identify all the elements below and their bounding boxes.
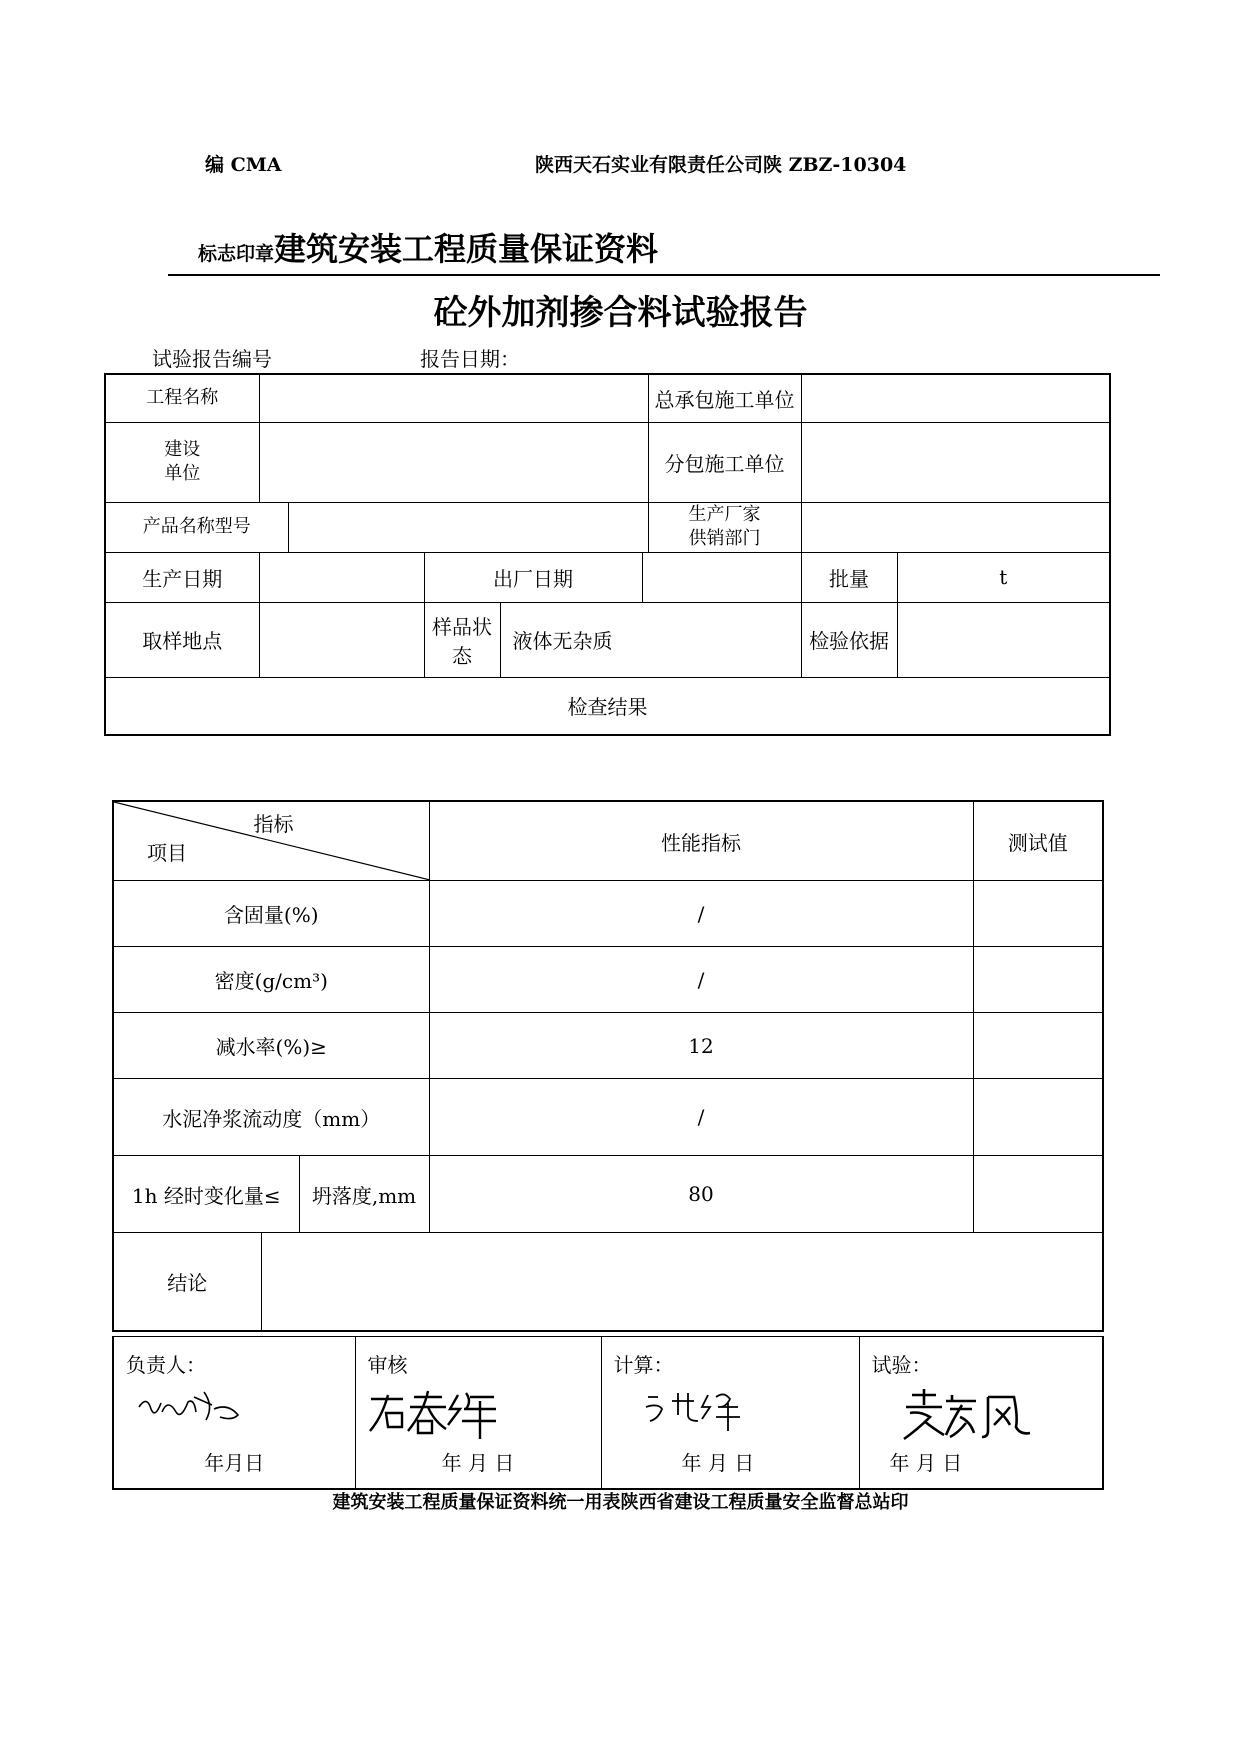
slump-sub: 坍落度,mm [299, 1156, 429, 1233]
header-diagonal-cell [113, 801, 429, 881]
header-performance: 性能指标 [429, 801, 973, 881]
footer-note: 建筑安装工程质量保证资料统一用表陕西省建设工程质量安全监督总站印 [332, 1492, 909, 1513]
row-spec: / [429, 1079, 973, 1156]
reviewer-date: 年 月 日 [441, 1450, 515, 1475]
header-company: 陕西天石实业有限责任公司陕 ZBZ-10304 [535, 154, 907, 176]
signature-calculator [642, 1387, 762, 1437]
test-basis-label: 检验依据 [801, 602, 897, 677]
owner-value[interactable] [259, 422, 648, 502]
row-spec: / [429, 881, 973, 947]
responsible-label: 负责人： [126, 1353, 206, 1377]
owner-label: 建设 单位 [105, 422, 259, 502]
general-contractor-value[interactable] [801, 374, 1110, 422]
batch-label: 批量 [801, 552, 897, 602]
header-title-block [198, 224, 658, 270]
responsible-cell [113, 1337, 355, 1489]
conclusion-value[interactable] [261, 1233, 1103, 1331]
row-measured[interactable] [973, 1013, 1103, 1079]
row-item: 密度(g/cm³) [113, 947, 429, 1013]
subcontractor-value[interactable] [801, 422, 1110, 502]
delivery-date-label: 出厂日期 [424, 552, 642, 602]
signature-table [112, 1336, 1104, 1490]
conclusion-label: 结论 [113, 1233, 261, 1331]
results-table [112, 800, 1104, 1332]
header-rule [168, 274, 1160, 276]
sample-state-label: 样品状态 [424, 602, 500, 677]
header-index-label: 指标 [253, 812, 294, 836]
manufacturer-label: 生产厂家 供销部门 [648, 502, 801, 552]
row-spec: 12 [429, 1013, 973, 1079]
production-date-value[interactable] [259, 552, 424, 602]
header-cma: 编 CMA [205, 154, 282, 176]
sampling-site-value[interactable] [259, 602, 424, 677]
reviewer-label: 审核 [367, 1353, 408, 1377]
inspection-result-label: 检查结果 [105, 677, 1110, 735]
info-table [104, 373, 1111, 736]
tester-cell [859, 1337, 1103, 1489]
signature-responsible [134, 1387, 244, 1432]
doc-category: 建筑安装工程质量保证资料 [274, 230, 659, 268]
responsible-date: 年月日 [204, 1450, 265, 1475]
slump-spec: 80 [429, 1156, 973, 1233]
slump-item: 1h 经时变化量≤ [113, 1156, 299, 1233]
header-item-label: 项目 [147, 841, 187, 865]
tester-label: 试验： [871, 1353, 932, 1377]
report-no-label: 试验报告编号 [152, 347, 272, 371]
general-contractor-label: 总承包施工单位 [648, 374, 801, 422]
project-name-label: 工程名称 [105, 374, 259, 422]
batch-unit: t [897, 552, 1110, 602]
calculator-cell [601, 1337, 859, 1489]
row-measured[interactable] [973, 947, 1103, 1013]
subcontractor-label: 分包施工单位 [648, 422, 801, 502]
project-name-value[interactable] [259, 374, 648, 422]
page-title: 砼外加剂掺合料试验报告 [433, 293, 808, 333]
slump-measured[interactable] [973, 1156, 1103, 1233]
signature-tester [900, 1387, 1040, 1447]
header-measured: 测试值 [973, 801, 1103, 881]
row-measured[interactable] [973, 881, 1103, 947]
product-model-label: 产品名称型号 [105, 502, 288, 552]
product-model-value[interactable] [288, 502, 648, 552]
report-date-label: 报告日期： [420, 347, 520, 371]
row-item: 含固量(%) [113, 881, 429, 947]
calculator-label: 计算： [613, 1353, 674, 1377]
row-spec: / [429, 947, 973, 1013]
manufacturer-value[interactable] [801, 502, 1110, 552]
delivery-date-value[interactable] [642, 552, 801, 602]
reviewer-cell [355, 1337, 601, 1489]
row-item: 减水率(%)≥ [113, 1013, 429, 1079]
sample-state-value: 液体无杂质 [500, 602, 801, 677]
sampling-site-label: 取样地点 [105, 602, 259, 677]
seal-label: 标志印章 [198, 243, 275, 265]
row-item: 水泥净浆流动度（mm） [113, 1079, 429, 1156]
signature-reviewer [366, 1387, 506, 1442]
test-basis-value[interactable] [897, 602, 1110, 677]
row-measured[interactable] [973, 1079, 1103, 1156]
production-date-label: 生产日期 [105, 552, 259, 602]
tester-date: 年 月 日 [889, 1450, 963, 1475]
calculator-date: 年 月 日 [681, 1450, 755, 1475]
